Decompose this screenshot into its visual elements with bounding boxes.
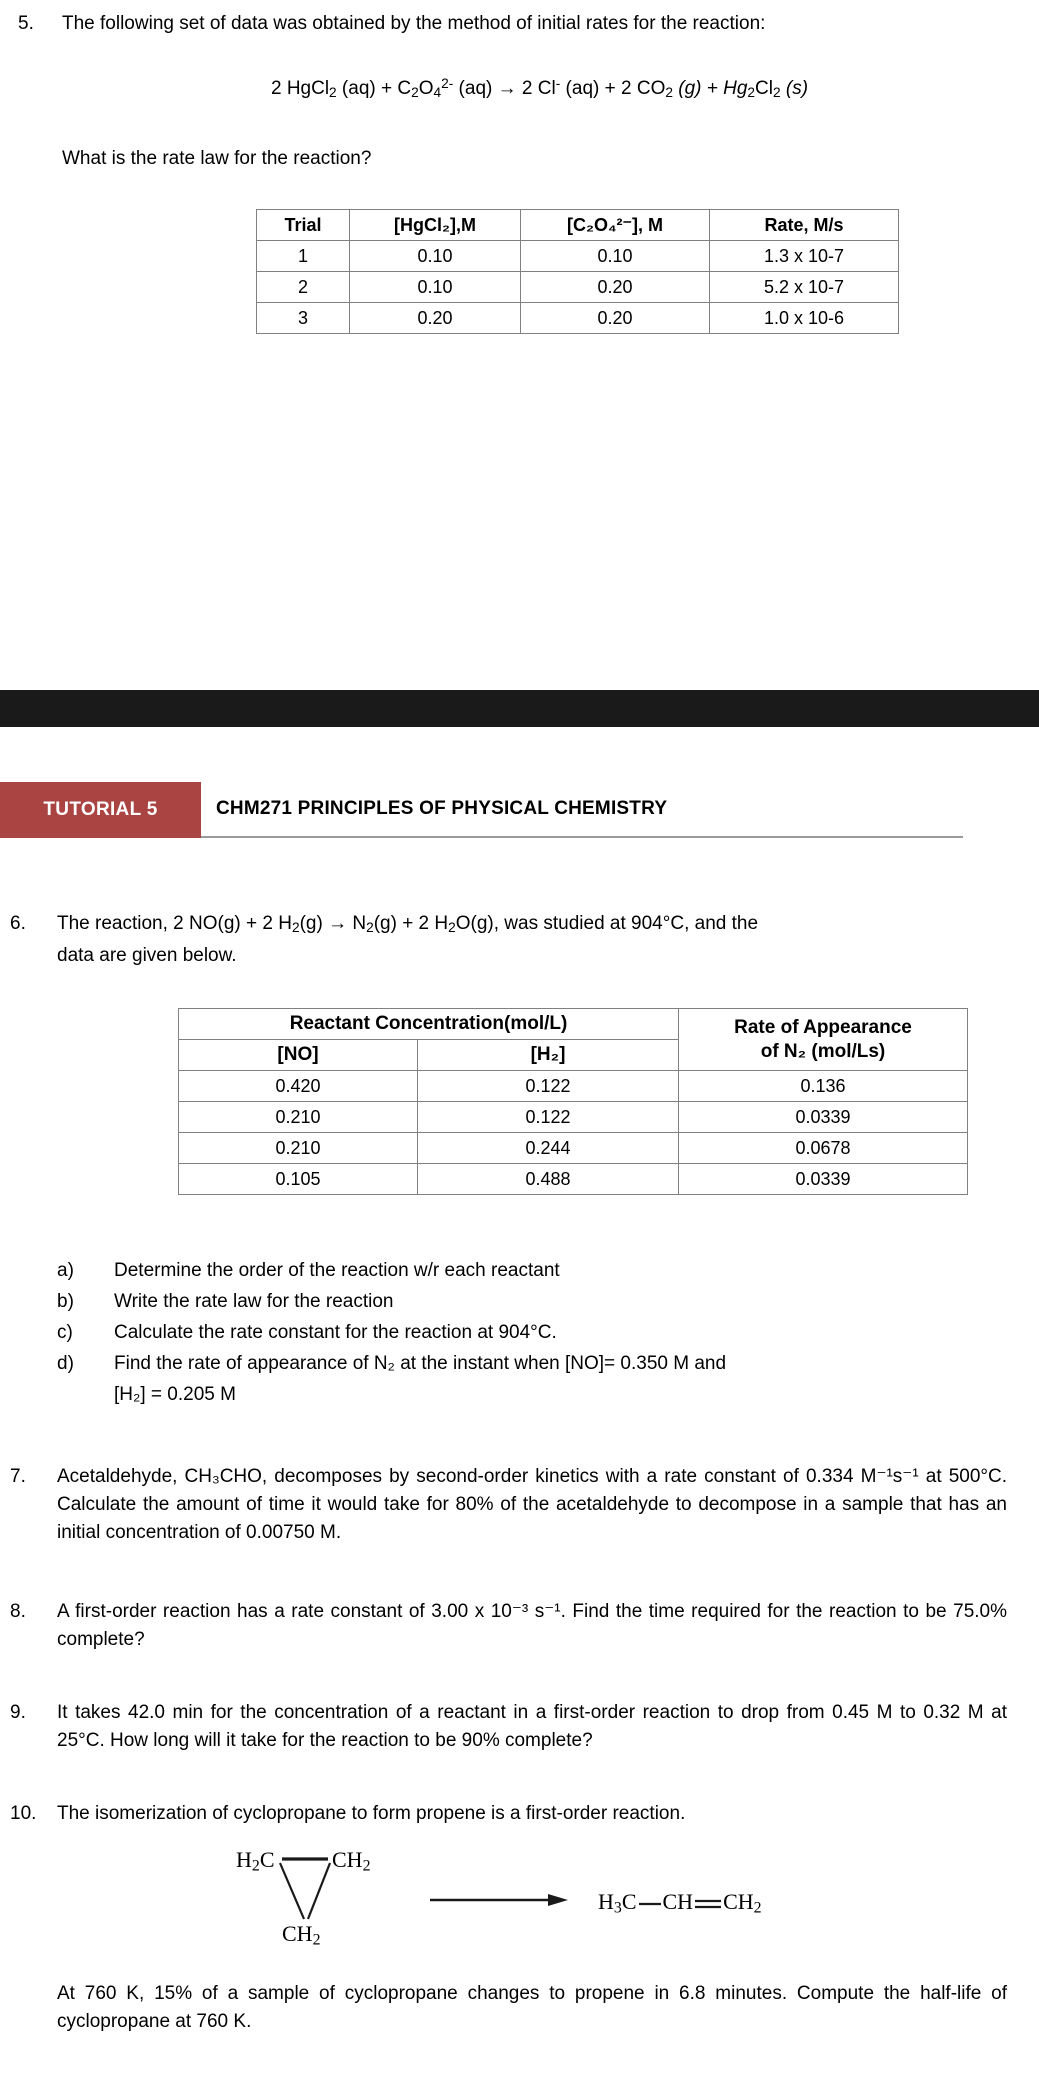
question-5-equation	[0, 70, 1039, 107]
question-8-number: 8.	[10, 1601, 26, 1622]
eq-state2: (aq)	[453, 78, 498, 100]
question-10-number: 10.	[10, 1803, 37, 1824]
eq-state3: (aq) + 2 CO	[560, 78, 666, 100]
list-item	[10, 1348, 999, 1379]
rate-header-line-1: Rate of Appearance	[734, 1016, 912, 1038]
eq-state1: (aq) + C	[336, 78, 412, 100]
question-6-data-table	[178, 1008, 968, 1195]
q6-line1-deg: °C, and the	[662, 913, 759, 934]
cell-trial: 2	[257, 272, 350, 303]
eq-sub5: 2	[747, 85, 756, 101]
question-8-row	[10, 1598, 1007, 1654]
q6-sub-h2o: 2	[448, 920, 456, 935]
column-header-h2: [H₂]	[418, 1040, 679, 1071]
column-header-reactant-concentration: Reactant Concentration(mol/L)	[179, 1009, 679, 1040]
question-10-text: The isomerization of cyclopropane to form propene is a first-order reaction.	[57, 1803, 686, 1824]
label-ch2-top-right: $CH_2$	[332, 1847, 371, 1875]
table-row	[179, 1164, 968, 1195]
question-5-number: 5.	[18, 13, 34, 34]
label-ch: CH	[662, 1889, 694, 1914]
q6-line1-mid3: O(g), was studied at 904	[455, 913, 663, 934]
eq-sub2: 2	[411, 85, 419, 101]
label-ch2-bottom: $CH_2$	[282, 1921, 321, 1949]
question-9-row	[10, 1699, 1007, 1755]
question-10-row	[10, 1800, 1007, 1828]
reaction-arrow	[430, 1893, 570, 1907]
eq-elem-o: O	[418, 78, 434, 100]
table-row	[179, 1071, 968, 1102]
q6-sub-h2: 2	[291, 920, 300, 935]
eq-sub4: 2	[665, 85, 673, 101]
table-header-row-group	[179, 1009, 968, 1040]
question-5-subquestion: What is the rate law for the reaction?	[62, 148, 372, 170]
cell-c2o4: 0.20	[521, 303, 710, 334]
eq-state5: (s)	[780, 78, 809, 100]
eq-sub6: 2	[772, 85, 781, 101]
question-5-prompt-row	[0, 0, 1039, 38]
list-item	[10, 1255, 999, 1286]
question-10-section	[0, 1800, 1039, 1828]
question-5-section	[0, 0, 1039, 334]
cell-hgcl2: 0.20	[350, 303, 521, 334]
cell-no: 0.210	[179, 1102, 418, 1133]
cell-rate: 0.0339	[679, 1102, 968, 1133]
list-item	[10, 1286, 999, 1317]
part-label-a: a)	[57, 1260, 74, 1281]
column-header-c2o4: [C₂O₄²⁻], M	[521, 210, 710, 241]
cell-rate: 0.136	[679, 1071, 968, 1102]
part-label-d: d)	[57, 1353, 74, 1374]
column-header-rate-of-appearance	[679, 1009, 968, 1071]
q6-line1-pre: The reaction, 2 NO(g) + 2 H	[57, 913, 292, 934]
question-6-number: 6.	[10, 913, 26, 934]
question-7-text: Acetaldehyde, CH₃CHO, decomposes by second-order kinetics with a rate constant of 0.334 M⁻¹s⁻¹ at 500°C. Calculate the amount of time it would take for 80% of the acetaldehyde to decompose in a sample that has an initial concentration of 0.00750 M.	[57, 1466, 1007, 1543]
q6-line1-mid2: (g) + 2 H	[373, 913, 449, 934]
question-7-row	[10, 1463, 1007, 1547]
cell-hgcl2: 0.10	[350, 272, 521, 303]
part-text-d: Find the rate of appearance of N₂ at the instant when [NO]= 0.350 M and	[114, 1353, 727, 1374]
cell-trial: 3	[257, 303, 350, 334]
eq-sub1: 2	[329, 85, 337, 101]
single-bond-icon	[637, 1900, 663, 1908]
table-row	[257, 303, 899, 334]
question-10-closing-row	[10, 1980, 1007, 2036]
question-8-section	[0, 1598, 1039, 1654]
part-label-c: c)	[57, 1322, 73, 1343]
question-8-text: A first-order reaction has a rate constant of 3.00 x 10⁻³ s⁻¹. Find the time required for the reaction to be 75.0% complete?	[57, 1601, 1007, 1650]
column-header-hgcl2: [HgCl₂],M	[350, 210, 521, 241]
question-10-closing-text: At 760 K, 15% of a sample of cyclopropane changes to propene in 6.8 minutes. Compute the half-life of cyclopropane at 760 K.	[57, 1983, 1007, 2032]
eq-sub3: 4	[433, 85, 442, 101]
table-row	[257, 241, 899, 272]
question-9-number: 9.	[10, 1702, 26, 1723]
table-row	[257, 272, 899, 303]
cell-c2o4: 0.20	[521, 272, 710, 303]
cell-no: 0.105	[179, 1164, 418, 1195]
table-row	[179, 1133, 968, 1164]
column-header-rate: Rate, M/s	[710, 210, 899, 241]
cell-no: 0.420	[179, 1071, 418, 1102]
cell-h2: 0.122	[418, 1102, 679, 1133]
cell-hgcl2: 0.10	[350, 241, 521, 272]
question-9-section	[0, 1699, 1039, 1755]
cell-rate: 0.0678	[679, 1133, 968, 1164]
eq-state4: (g) + Hg	[672, 78, 748, 100]
cell-h2: 0.122	[418, 1071, 679, 1102]
cell-trial: 1	[257, 241, 350, 272]
double-bond-icon	[693, 1898, 723, 1910]
q6-sub-n2: 2	[366, 920, 374, 935]
table-header-row	[257, 210, 899, 241]
eq-arrow-icon: →	[497, 78, 517, 100]
question-9-text: It takes 42.0 min for the concentration of a reactant in a first-order reaction to drop from 0.45 M to 0.32 M at 25°C. How long will it take for the reaction to be 90% complete?	[57, 1702, 1007, 1751]
cell-no: 0.210	[179, 1133, 418, 1164]
cell-rate: 5.2 x 10-7	[710, 272, 899, 303]
part-d-continuation: [H₂] = 0.205 M	[114, 1384, 236, 1405]
question-5-prompt-text: The following set of data was obtained by the method of initial rates for the reaction:	[62, 13, 766, 34]
eq-right1: 2 Cl	[516, 78, 556, 100]
tutorial-course-title: CHM271 PRINCIPLES OF PHYSICAL CHEMISTRY	[201, 782, 963, 838]
column-header-no: [NO]	[179, 1040, 418, 1071]
propene-structure	[598, 1889, 762, 1917]
q6-line2: data are given below.	[57, 945, 237, 966]
q6-line1-mid: (g) → N	[299, 913, 367, 934]
cell-rate: 1.3 x 10-7	[710, 241, 899, 272]
label-h3c: $H_3C$	[598, 1889, 637, 1917]
question-6-prompt-text	[57, 910, 999, 970]
tutorial-header	[0, 782, 1039, 838]
table-row	[179, 1102, 968, 1133]
cell-rate: 0.0339	[679, 1164, 968, 1195]
question-6-section	[0, 910, 1039, 1195]
eq-minus: -	[555, 76, 561, 91]
rate-header-line-2: of N₂ (mol/Ls)	[760, 1040, 886, 1062]
question-10-closing-section	[0, 1980, 1039, 2036]
question-7-number: 7.	[10, 1466, 26, 1487]
part-text-a: Determine the order of the reaction w/r each reactant	[114, 1260, 560, 1281]
question-6-prompt-row	[10, 910, 999, 970]
label-ch2-product: $CH_2$	[723, 1889, 762, 1917]
question-5-table-wrap	[0, 209, 1039, 334]
eq-coef1: 2 HgCl	[270, 78, 330, 100]
page-divider-band	[0, 690, 1039, 727]
part-text-b: Write the rate law for the reaction	[114, 1291, 394, 1312]
cell-h2: 0.488	[418, 1164, 679, 1195]
question-5-data-table	[256, 209, 899, 334]
eq-cl: Cl	[755, 78, 773, 100]
cell-c2o4: 0.10	[521, 241, 710, 272]
cell-h2: 0.244	[418, 1133, 679, 1164]
tutorial-badge: TUTORIAL 5	[0, 782, 201, 838]
closing-indent-spacer	[10, 1980, 57, 2008]
right-arrow-icon	[430, 1893, 570, 1907]
question-6-table-wrap	[10, 1008, 999, 1195]
eq-charge: 2-	[441, 76, 454, 91]
column-header-trial: Trial	[257, 210, 350, 241]
label-h2c-top-left: $H_2C$	[236, 1847, 275, 1875]
question-7-section	[0, 1463, 1039, 1547]
part-label-b: b)	[57, 1291, 74, 1312]
cyclopropane-isomerization-scheme	[0, 1845, 1039, 1965]
question-6-parts-list	[0, 1255, 1039, 1410]
cell-rate: 1.0 x 10-6	[710, 303, 899, 334]
list-item	[10, 1317, 999, 1348]
part-text-c: Calculate the rate constant for the reaction at 904°C.	[114, 1322, 557, 1343]
cyclopropane-structure	[236, 1845, 406, 1955]
